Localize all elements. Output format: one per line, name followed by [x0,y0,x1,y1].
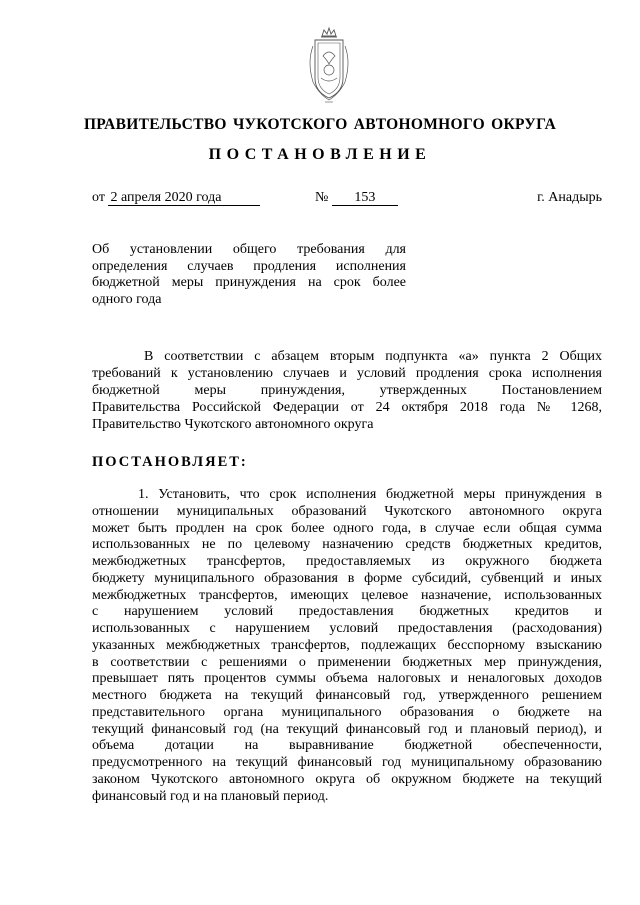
preamble-line: В соответствии с абзацем вторым подпункта «а» пункта 2 Общих [144,349,602,364]
item-line: в соответствии с решениями о применении бюджетных мер принуждения, [92,654,602,670]
item-line: предусмотренного на текущий финансовый год муниципальному образованию [92,755,602,770]
document-date: 2 апреля 2020 года [108,190,260,206]
item-line: межбюджетных трансфертов, имеющих целевое назначение, использованных [92,587,602,603]
item-line: межбюджетных трансфертов, предоставляемых из окружного бюджета [92,554,602,569]
item-line: представительного органа муниципального образования о бюджете на [92,704,602,720]
preamble-paragraph [92,348,602,433]
preamble-line: Правительство Чукотского автономного округа [92,417,374,432]
number-field [315,190,398,206]
item-1-paragraph [92,487,602,805]
item-line: превышает пять процентов суммы объема налоговых и неналоговых доходов [92,671,602,687]
item-line: законом Чукотского автономного округа об окружном бюджете на текущий [92,771,602,787]
item-line: местного бюджета на текущий финансовый год, утвержденного решением [92,688,602,703]
date-field [92,190,260,206]
item-line: использованных не по целевому назначению средств бюджетных кредитов, [92,537,602,553]
subject-line: Об установлении общего требования для [92,242,406,257]
preamble-line: требований к установлению случаев и условий продления срока исполнения [92,366,602,381]
preamble-line: бюджетной меры принуждения, утвержденных Постановлением [92,383,602,398]
government-title: ПРАВИТЕЛЬСТВО ЧУКОТСКОГО АВТОНОМНОГО ОКРУГА [83,116,557,133]
item-line: финансовый год и на плановый период. [92,788,329,804]
document-subject [92,242,406,308]
subject-line: бюджетной меры принуждения на срок более [92,275,406,291]
item-line: может быть продлен на срок более одного года, в случае если общая сумма [92,520,602,536]
item-line: указанных межбюджетных трансфертов, подлежащих бесспорному взысканию [92,637,602,653]
coat-of-arms-emblem [303,26,355,106]
item-line: бюджету муниципального образования в форме субсидий, субвенций и иных [92,570,602,586]
subject-line: одного года [92,291,162,307]
subject-line: определения случаев продления исполнения [92,258,406,274]
preamble-line: Правительства Российской Федерации от 24 октября 2018 года № 1268, [92,400,602,415]
number-label: № [315,190,329,205]
item-line: объема дотации на выравнивание бюджетной обеспеченности, [92,738,602,754]
item-line: 1. Установить, что срок исполнения бюджетной меры принуждения в [138,487,602,502]
item-line: отношении муниципальных образований Чукотского автономного округа [92,503,602,519]
document-number: 153 [332,190,398,206]
document-place: г. Анадырь [537,190,602,205]
document-type-title: ПОСТАНОВЛЕНИЕ [208,146,432,163]
decree-heading: ПОСТАНОВЛЯЕТ: [92,454,248,470]
item-line: текущий финансовый год (на текущий финансовый год и плановый период), и [92,721,602,737]
item-line: с нарушением условий предоставления бюджетных кредитов и [92,604,602,620]
item-line: использованных с нарушением условий предоставления (расходования) [92,621,602,636]
from-label: от [92,190,105,205]
